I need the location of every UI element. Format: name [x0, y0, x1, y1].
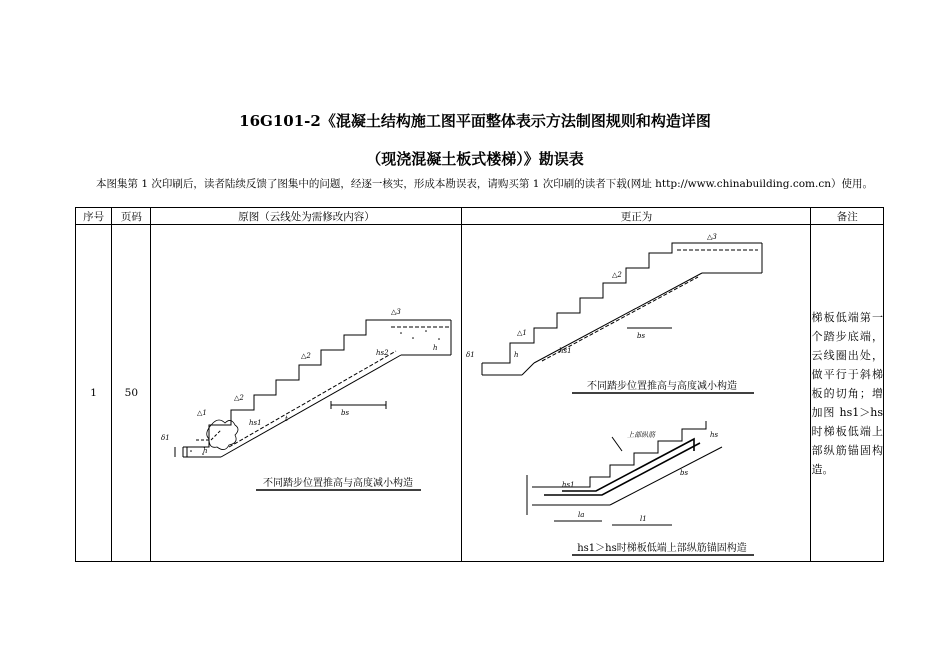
label-h-upper: h [433, 344, 438, 352]
label-hs2: hs2 [376, 349, 390, 357]
corr-label-delta2: △2 [612, 271, 623, 279]
label-l1: l1 [640, 515, 648, 523]
corrected-stair-drawing [462, 225, 810, 561]
label-bs: bs [341, 409, 350, 417]
col-header-page: 页码 [112, 208, 151, 225]
detail-label-hs: hs [710, 431, 719, 439]
corr-label-delta: δ1 [466, 351, 476, 359]
label-delta1: △1 [197, 409, 208, 417]
label-la: la [578, 511, 585, 519]
label-h-lower: h [203, 447, 208, 455]
col-header-original: 原图（云线处为需修改内容） [151, 208, 462, 225]
corrected-caption-2: hs1＞hs时梯板低端上部纵筋锚固构造 [577, 543, 748, 554]
corr-label-bs: bs [637, 332, 646, 340]
col-header-corrected: 更正为 [462, 208, 811, 225]
table-row [76, 225, 884, 562]
col-header-note: 备注 [811, 208, 884, 225]
errata-table [75, 207, 884, 562]
corr-label-delta1: △1 [517, 329, 528, 337]
corr-label-hs1: hs1 [559, 347, 573, 355]
table-header-row [76, 208, 884, 225]
document-title-line1: 16G101-2《混凝土结构施工图平面整体表示方法制图规则和构造详图 [239, 112, 711, 130]
corr-label-delta3: △3 [707, 233, 718, 241]
original-stair-drawing [151, 225, 461, 561]
label-delta2-a: △2 [234, 394, 245, 402]
intro-paragraph: 本图集第 1 次印刷后，读者陆续反馈了图集中的问题，经逐一核实，形成本勘误表，请购买第 1 次印刷的读者下载(网址 http://www.chinabuilding.com.cn）使用。 [96, 178, 873, 190]
label-top-bar: 上部纵筋 [627, 431, 656, 439]
original-drawing-cell [151, 225, 462, 562]
corrected-caption-1: 不同踏步位置推高与高度减小构造 [587, 381, 738, 392]
document-title-line2: （现浇混凝土板式楼梯）》勘误表 [366, 150, 584, 168]
detail-label-hs1: hs1 [562, 481, 576, 489]
label-delta: δ1 [161, 434, 171, 442]
label-delta2-b: △2 [301, 352, 312, 360]
label-delta3: △3 [391, 308, 402, 316]
original-caption: 不同踏步位置推高与高度减小构造 [263, 478, 414, 489]
label-t: t [285, 415, 289, 423]
corr-label-h: h [514, 351, 519, 359]
corrected-drawing-cell [462, 225, 811, 562]
col-header-index: 序号 [76, 208, 112, 225]
row-page: 50 [112, 225, 151, 562]
label-hs1: hs1 [249, 419, 263, 427]
detail-label-bs: bs [680, 469, 689, 477]
row-index: 1 [76, 225, 112, 562]
row-note: 梯板低端第一个踏步底端，云线圈出处，做平行于斜梯板的切角；增加图 hs1＞hs 时梯板低端上部纵筋锚固构造。 [811, 225, 884, 562]
